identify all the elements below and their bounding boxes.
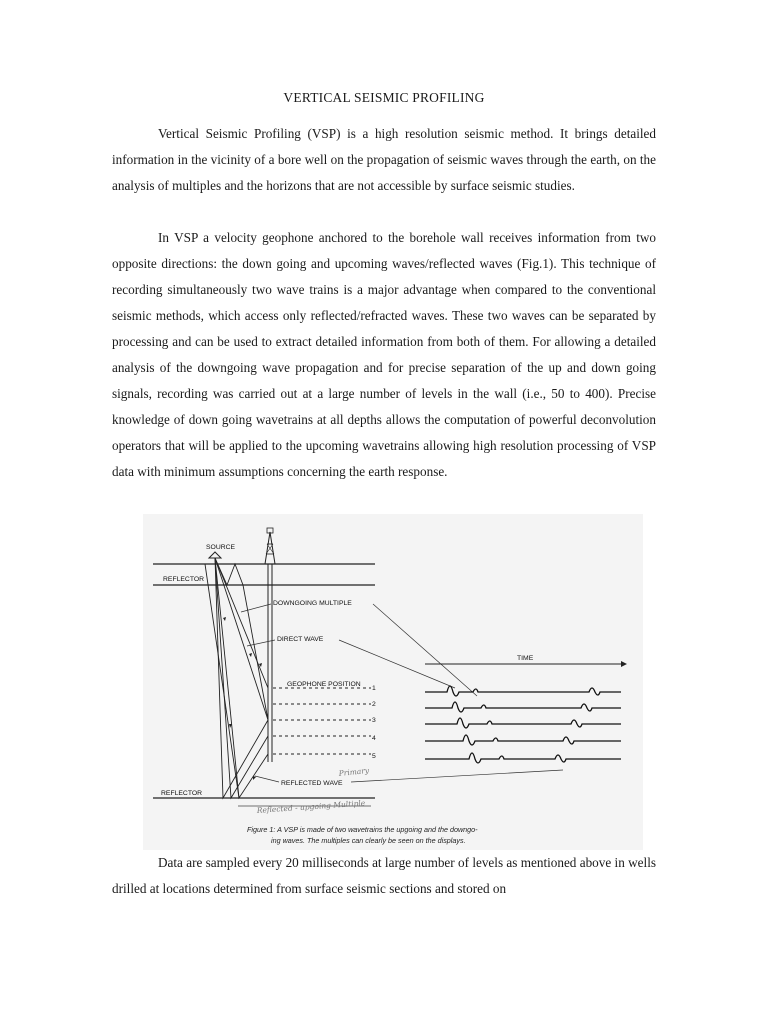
paragraph-sampling-text: Data are sampled every 20 milliseconds at large number of levels as mentioned above in wells drilled at locations determined from surface seismic sections and stored on <box>112 855 656 896</box>
figure-caption-line1: Figure 1: A VSP is made of two wavetrains the upgoing and the downgo- <box>247 825 478 834</box>
document-title: VERTICAL SEISMIC PROFILING <box>283 90 485 105</box>
figure-caption-line2: ing waves. The multiples can clearly be seen on the displays. <box>271 836 466 845</box>
source-label: SOURCE <box>206 544 236 551</box>
source-icon <box>209 552 221 558</box>
geophone-position-label: GEOPHONE POSITION <box>287 681 361 688</box>
derrick-icon <box>265 528 275 564</box>
time-arrowhead <box>621 661 627 667</box>
geophone-level-3: 3 <box>372 717 376 724</box>
vsp-figure <box>143 514 643 850</box>
ray-paths <box>205 558 268 798</box>
pointer-lines <box>241 604 563 782</box>
reflector-top-label: REFLECTOR <box>163 576 205 583</box>
reflector-bottom-label: REFLECTOR <box>161 790 203 797</box>
reflected-wave-label: REFLECTED WAVE <box>281 780 343 787</box>
downgoing-multiple-label: DOWNGOING MULTIPLE <box>273 600 352 607</box>
geophone-level-4: 4 <box>372 735 376 742</box>
time-label: TIME <box>517 655 534 662</box>
paragraph-intro-text: Vertical Seismic Profiling (VSP) is a high resolution seismic method. It brings detailed information in the vicinity of a bore well on the propagation of seismic waves through the earth, on the analysis of multiples and the horizons that are not accessible by surface seismic studies. <box>112 126 656 193</box>
geophone-level-5: 5 <box>372 753 376 760</box>
handwritten-note-primary: Primary <box>338 765 370 778</box>
paragraph-intro <box>112 121 656 199</box>
geophone-level-2: 2 <box>372 701 376 708</box>
paragraph-geophone-text: In VSP a velocity geophone anchored to the borehole wall receives information from two opposite directions: the down going and upcoming waves/reflected waves (Fig.1). This technique of recording simultaneously two wave trains is a major advantage when compared to the conventional seismic methods, which access only reflected/refracted waves. These two waves can be separated by processing and can be used to extract detailed information from both of them. For allowing a detailed analysis of the downgoing wave propagation and for precise separation of the up and down going signals, recording was carried out at a large number of levels in the wall (i.e., 50 to 400). Precise knowledge of down going wavetrains at all depths allows the computation of powerful deconvolution operators that will be applied to the upcoming wavetrains allowing high resolution processing of VSP data with minimum assumptions concerning the earth response. <box>112 230 656 479</box>
paragraph-geophone <box>112 225 656 485</box>
geophone-level-1: 1 <box>372 685 376 692</box>
seismic-traces <box>425 686 621 763</box>
geophone-levels <box>273 688 371 754</box>
paragraph-sampling <box>112 850 656 902</box>
vsp-diagram <box>143 514 643 850</box>
handwritten-note-reflected: Reflected - upgoing Multiple <box>256 798 366 815</box>
direct-wave-label: DIRECT WAVE <box>277 636 324 643</box>
